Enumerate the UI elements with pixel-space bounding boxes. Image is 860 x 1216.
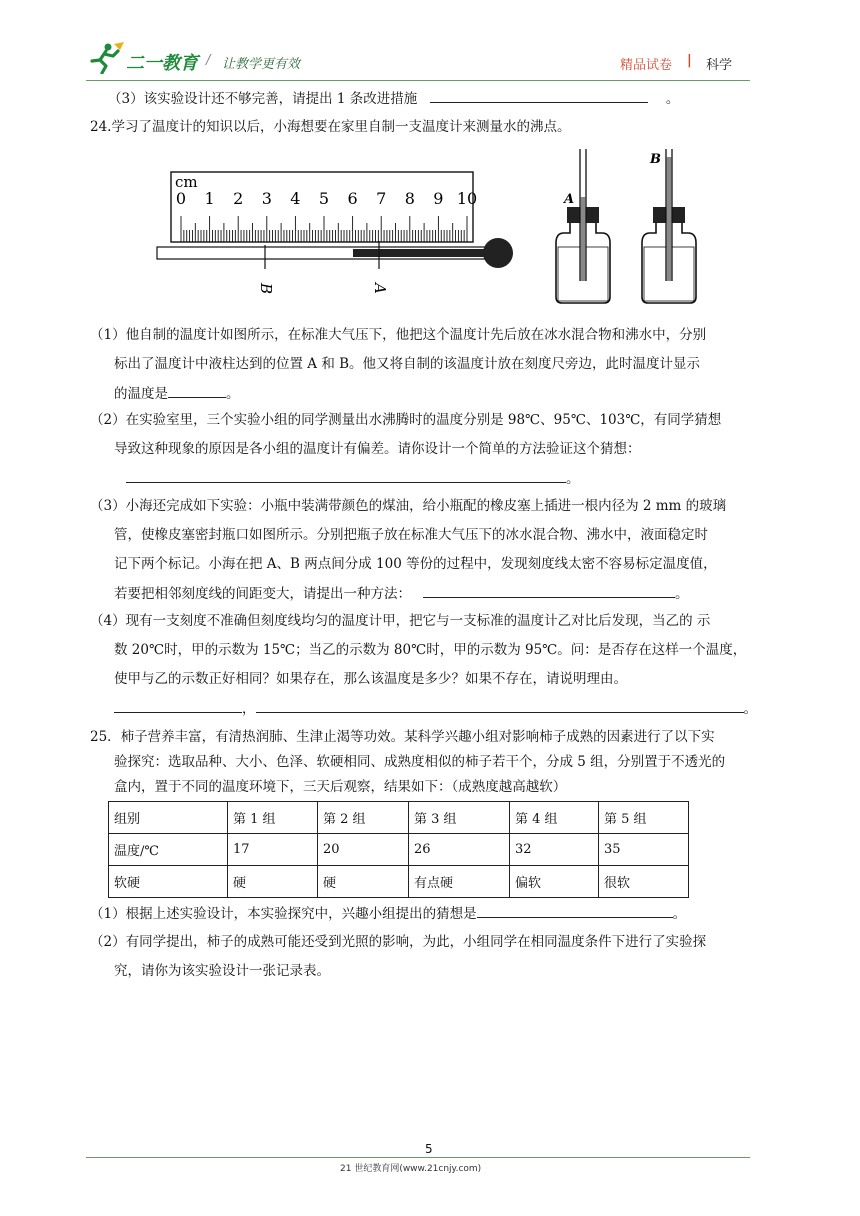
- answer-blank[interactable]: [114, 698, 242, 713]
- q24-part2-line2: 导致这种现象的原因是各小组的温度计有偏差。请你设计一个简单的方法验证这个猜想：: [114, 441, 641, 457]
- paper-category: 精品试卷: [620, 58, 673, 73]
- table-cell: 17: [228, 834, 318, 866]
- table-cell: 35: [599, 834, 689, 866]
- ruler-number: 7: [376, 189, 387, 208]
- header-rule: [86, 80, 750, 81]
- mark-a-label: A: [371, 283, 389, 294]
- table-cell: 第 3 组: [409, 802, 510, 834]
- q23-part3-text: （3）该实验设计还不够完善，请提出 1 条改进措施: [108, 91, 418, 107]
- q24-part1-end: 。: [226, 386, 240, 402]
- q24-part3-line1: （3）小海还完成如下实验：小瓶中装满带颜色的煤油，给小瓶配的橡皮塞上插进一根内径为 2 mm 的玻璃: [90, 498, 727, 514]
- answer-blank[interactable]: [430, 88, 648, 103]
- q24-part2-end: 。: [566, 471, 580, 487]
- q24-part1-line1: （1）他自制的温度计如图所示，在标准大气压下，他把这个温度计先后放在冰水混合物和沸水中，分别: [90, 327, 707, 343]
- table-cell: 软硬: [109, 866, 228, 898]
- q24-stem: 24.学习了温度计的知识以后，小海想要在家里自制一支温度计来测量水的沸点。: [90, 119, 571, 135]
- thermometer-liquid: [353, 249, 487, 257]
- q24-part4-line1: （4）现有一支刻度不准确但刻度线均匀的温度计甲，把它与一支标准的温度计乙对比后发现，当乙的 示: [90, 613, 711, 629]
- q24-part4-comma: ，: [242, 701, 256, 717]
- ruler-number: 8: [404, 189, 415, 208]
- answer-blank[interactable]: [477, 903, 673, 918]
- q24-part2-line1: （2）在实验室里，三个实验小组的同学测量出水沸腾时的温度分别是 98℃、95℃、103℃，有同学猜想: [90, 412, 722, 428]
- bottles-diagram: [548, 147, 708, 307]
- brand-logo-text: 二一教育: [126, 53, 198, 74]
- q24-part4-line2: 数 20℃时，甲的示数为 15℃；当乙的示数为 80℃时，甲的示数为 95℃。问：是否存在这样一个温度，: [114, 642, 747, 658]
- q25-part1-text: （1）根据上述实验设计，本实验探究中，兴趣小组提出的猜想是: [90, 906, 477, 922]
- q24-part1-line3: [114, 383, 240, 404]
- table-cell: 第 5 组: [599, 802, 689, 834]
- table-cell: 26: [409, 834, 510, 866]
- q25-stem-line1: 25．柿子营养丰富，有清热润肺、生津止渴等功效。某科学兴趣小组对影响柿子成熟的因素进行了以下实: [90, 729, 715, 745]
- ruler-diagram: [155, 165, 527, 300]
- q25-part1-end: 。: [672, 906, 687, 922]
- table-cell: 很软: [599, 866, 689, 898]
- q24-part1-line3-text: 的温度是: [114, 386, 168, 402]
- q23-part3: [108, 88, 679, 109]
- q24-part3-line4: [114, 583, 689, 604]
- bottle-a: [556, 149, 610, 303]
- table-cell: 32: [510, 834, 599, 866]
- answer-blank[interactable]: [423, 583, 675, 598]
- bottle-b: [642, 149, 696, 303]
- ruler-number: 3: [261, 189, 272, 208]
- table-row: [109, 866, 689, 898]
- ruler-number: 6: [347, 189, 358, 208]
- bottles-figure: [548, 147, 708, 307]
- q25-part2-line1: （2）有同学提出，柿子的成熟可能还受到光照的影响，为此，小组同学在相同温度条件下进行了实验探: [90, 934, 707, 950]
- thermometer-ruler-figure: [155, 165, 527, 300]
- q25-part1: [90, 903, 686, 924]
- ruler-number: 10: [456, 189, 478, 208]
- q25-stem-line3: 盒内，置于不同的温度环境下，三天后观察，结果如下：（成熟度越高越软）: [114, 779, 567, 795]
- bottle-b-label: B: [650, 152, 661, 167]
- q24-part4-line4: [114, 698, 757, 719]
- answer-blank[interactable]: [256, 698, 744, 713]
- table-cell: 第 2 组: [318, 802, 409, 834]
- ruler-number: 2: [233, 189, 244, 208]
- table-cell: 硬: [318, 866, 409, 898]
- header-separator: |: [687, 53, 692, 68]
- table-row: [109, 834, 689, 866]
- footer-site: 21 世纪教育网(www.21cnjy.com): [340, 1164, 482, 1174]
- header: [0, 0, 860, 80]
- ruler-unit-label: cm: [175, 173, 198, 191]
- thermometer-bulb: [483, 238, 513, 268]
- table-cell: 偏软: [510, 866, 599, 898]
- q23-part3-end: 。: [665, 91, 680, 107]
- table-cell: 温度/℃: [109, 834, 228, 866]
- runner-logo-icon: [86, 42, 126, 74]
- table-cell: 第 1 组: [228, 802, 318, 834]
- q25-part2-line2: 究，请你为该实验设计一张记录表。: [114, 963, 330, 979]
- footer-rule: [86, 1157, 750, 1158]
- ruler-number: 1: [204, 189, 215, 208]
- brand-slogan: 让教学更有效: [222, 57, 301, 72]
- q25-stem-line2: 验探究：选取品种、大小、色泽、软硬相同、成熟度相似的柿子若干个，分成 5 组，分别置于不透光的: [114, 754, 726, 770]
- q24-part3-line4-text: 若要把相邻刻度线的间距变大，请提出一种方法：: [114, 586, 411, 602]
- q24-part4-line3: 使甲与乙的示数正好相同？如果存在，那么该温度是多少？如果不存在，请说明理由。: [114, 671, 627, 687]
- bottle-a-label: A: [564, 192, 575, 207]
- results-table: [108, 801, 689, 898]
- table-cell: 硬: [228, 866, 318, 898]
- table-cell: 组别: [109, 802, 228, 834]
- mark-b-label: B: [257, 283, 275, 295]
- q24-part3-end: 。: [675, 586, 689, 602]
- paper-subject: 科学: [706, 58, 733, 73]
- brand-slash: /: [206, 53, 211, 68]
- q24-part4-end: 。: [743, 701, 757, 717]
- table-cell: 第 4 组: [510, 802, 599, 834]
- ruler-number: 0: [175, 189, 187, 208]
- answer-blank[interactable]: [168, 383, 226, 398]
- q24-part1-line2: 标出了温度计中液柱达到的位置 A 和 B。他又将自制的该温度计放在刻度尺旁边，此时温度计显示: [114, 356, 701, 372]
- q24-part3-line3: 记下两个标记。小海在把 A、B 两点间分成 100 等份的过程中，发现刻度线太密不容易标定温度值，: [114, 556, 717, 572]
- table-cell: 20: [318, 834, 409, 866]
- ruler-number: 5: [318, 189, 330, 208]
- ruler-number: 4: [290, 189, 301, 208]
- page-number: 5: [425, 1142, 433, 1156]
- answer-blank[interactable]: [126, 468, 566, 483]
- table-cell: 有点硬: [409, 866, 510, 898]
- ruler-number: 9: [433, 189, 444, 208]
- q24-part2-line3: [126, 468, 580, 489]
- q24-part3-line2: 管，使橡皮塞密封瓶口如图所示。分别把瓶子放在标准大气压下的冰水混合物、沸水中，液面稳定时: [114, 527, 708, 543]
- table-row: [109, 802, 689, 834]
